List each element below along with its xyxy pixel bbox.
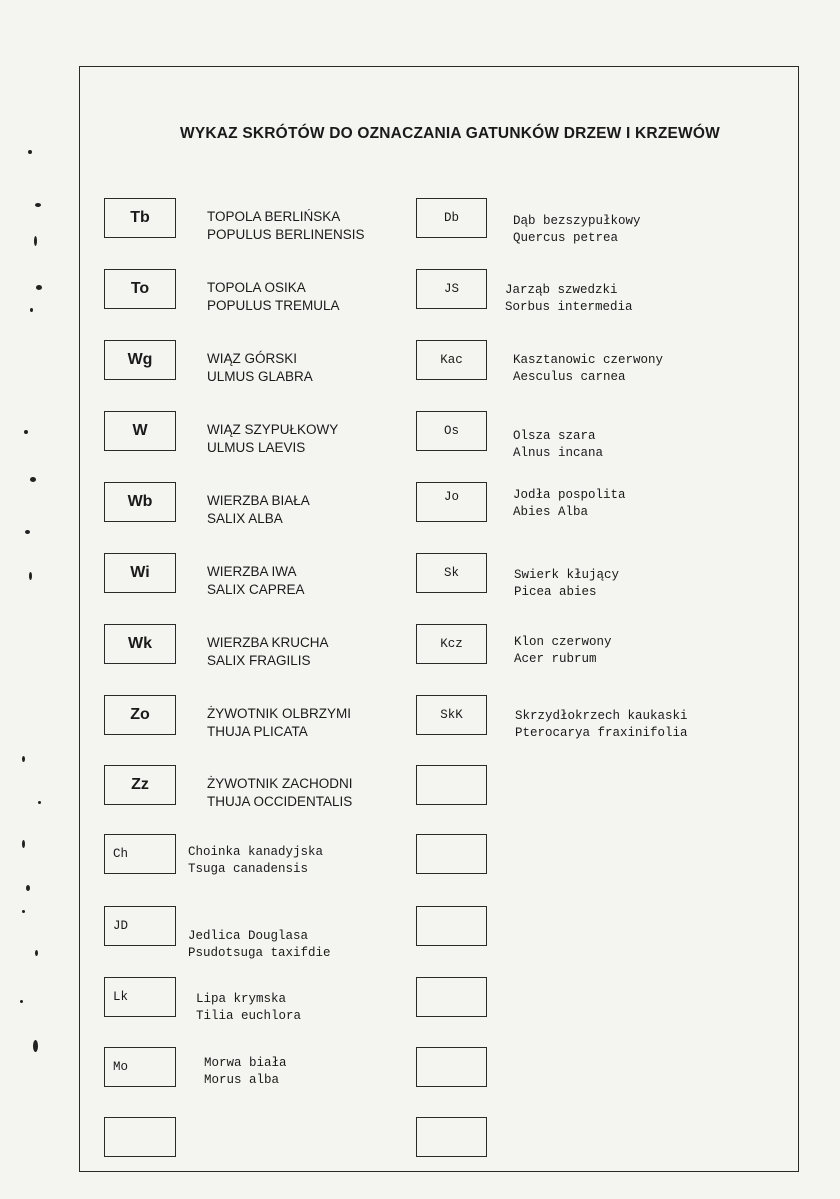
species-common-name: WIERZBA KRUCHA <box>207 635 329 650</box>
species-common-name: Jodła pospolita <box>513 488 626 502</box>
speck <box>22 756 25 762</box>
species-name <box>188 844 323 878</box>
species-common-name: Jarząb szwedzki <box>505 283 618 297</box>
species-common-name: TOPOLA BERLIŃSKA <box>207 209 341 224</box>
speck <box>30 308 33 312</box>
code-box <box>416 1117 487 1157</box>
code-box: To <box>104 269 176 309</box>
species-name <box>188 928 331 962</box>
species-name <box>207 492 310 528</box>
code-box: W <box>104 411 176 451</box>
code-box: Jo <box>416 482 487 522</box>
species-name <box>513 213 641 247</box>
code-box: Kcz <box>416 624 487 664</box>
code-box: Db <box>416 198 487 238</box>
species-latin-name: Pterocarya fraxinifolia <box>515 726 688 740</box>
species-common-name: ŻYWOTNIK ZACHODNI <box>207 776 353 791</box>
species-name <box>207 350 313 386</box>
species-name <box>207 279 340 315</box>
species-latin-name: Sorbus intermedia <box>505 300 633 314</box>
code-box: Ch <box>104 834 176 874</box>
species-name <box>207 634 329 670</box>
species-name <box>207 775 353 811</box>
code-box: JD <box>104 906 176 946</box>
code-box: Wg <box>104 340 176 380</box>
species-common-name: WIERZBA IWA <box>207 564 297 579</box>
code-box: Zo <box>104 695 176 735</box>
species-common-name: Skrzydłokrzech kaukaski <box>515 709 688 723</box>
code-box: Kac <box>416 340 487 380</box>
code-box: Wi <box>104 553 176 593</box>
species-common-name: Choinka kanadyjska <box>188 845 324 859</box>
species-latin-name: Psudotsuga taxifdie <box>188 946 331 960</box>
species-name <box>514 634 612 668</box>
species-latin-name: POPULUS BERLINENSIS <box>207 227 365 242</box>
code-box: Os <box>416 411 487 451</box>
code-box: Zz <box>104 765 176 805</box>
code-box: Sk <box>416 553 487 593</box>
species-latin-name: THUJA PLICATA <box>207 724 308 739</box>
code-box: Wk <box>104 624 176 664</box>
species-common-name: Morwa biała <box>204 1056 287 1070</box>
species-name <box>515 708 688 742</box>
species-latin-name: Tsuga canadensis <box>188 862 309 876</box>
species-common-name: Swierk kłujący <box>514 568 620 582</box>
code-box: Tb <box>104 198 176 238</box>
code-box <box>416 834 487 874</box>
species-latin-name: SALIX ALBA <box>207 511 283 526</box>
species-common-name: WIĄZ GÓRSKI <box>207 351 298 366</box>
species-common-name: Klon czerwony <box>514 635 612 649</box>
species-latin-name: ULMUS LAEVIS <box>207 440 306 455</box>
species-latin-name: Aesculus carnea <box>513 370 626 384</box>
species-latin-name: THUJA OCCIDENTALIS <box>207 794 353 809</box>
speck <box>26 885 30 891</box>
species-common-name: TOPOLA OSIKA <box>207 280 306 295</box>
species-latin-name: Alnus incana <box>513 446 604 460</box>
code-box: JS <box>416 269 487 309</box>
speck <box>25 530 30 534</box>
code-box <box>416 765 487 805</box>
species-common-name: Lipa krymska <box>196 992 287 1006</box>
species-name <box>513 487 626 521</box>
speck <box>24 430 28 434</box>
species-common-name: Kasztanowic czerwony <box>513 353 664 367</box>
code-box: Lk <box>104 977 176 1017</box>
species-latin-name: Quercus petrea <box>513 231 619 245</box>
code-box <box>416 977 487 1017</box>
species-name <box>207 421 338 457</box>
species-name <box>514 567 619 601</box>
speck <box>29 572 32 580</box>
species-common-name: ŻYWOTNIK OLBRZYMI <box>207 706 352 721</box>
page-title: WYKAZ SKRÓTÓW DO OZNACZANIA GATUNKÓW DRZEW I KRZEWÓW <box>180 125 720 142</box>
species-name <box>204 1055 287 1089</box>
species-name <box>207 563 305 599</box>
code-box <box>104 1117 176 1157</box>
code-box <box>416 906 487 946</box>
species-common-name: WIĄZ SZYPUŁKOWY <box>207 422 339 437</box>
species-latin-name: ULMUS GLABRA <box>207 369 313 384</box>
species-latin-name: SALIX CAPREA <box>207 582 305 597</box>
speck <box>33 1040 38 1052</box>
species-common-name: Jedlica Douglasa <box>188 929 309 943</box>
speck <box>35 950 38 956</box>
code-box: Mo <box>104 1047 176 1087</box>
species-common-name: Dąb bezszypułkowy <box>513 214 641 228</box>
species-latin-name: Tilia euchlora <box>196 1009 302 1023</box>
code-box <box>416 1047 487 1087</box>
species-latin-name: Acer rubrum <box>514 652 597 666</box>
species-latin-name: Abies Alba <box>513 505 589 519</box>
species-name <box>207 705 351 741</box>
species-name <box>513 352 663 386</box>
speck <box>34 236 37 246</box>
species-name <box>505 282 633 316</box>
species-latin-name: SALIX FRAGILIS <box>207 653 311 668</box>
code-box: SkK <box>416 695 487 735</box>
species-name <box>513 428 603 462</box>
speck <box>20 1000 23 1003</box>
code-box: Wb <box>104 482 176 522</box>
speck <box>36 285 42 290</box>
speck <box>22 910 25 913</box>
species-name <box>196 991 301 1025</box>
species-common-name: WIERZBA BIAŁA <box>207 493 310 508</box>
species-common-name: Olsza szara <box>513 429 596 443</box>
species-name <box>207 208 365 244</box>
species-latin-name: POPULUS TREMULA <box>207 298 340 313</box>
species-latin-name: Picea abies <box>514 585 597 599</box>
speck <box>35 203 41 207</box>
speck <box>22 840 25 848</box>
speck <box>30 477 36 482</box>
speck <box>38 801 41 804</box>
species-latin-name: Morus alba <box>204 1073 280 1087</box>
speck <box>28 150 32 154</box>
